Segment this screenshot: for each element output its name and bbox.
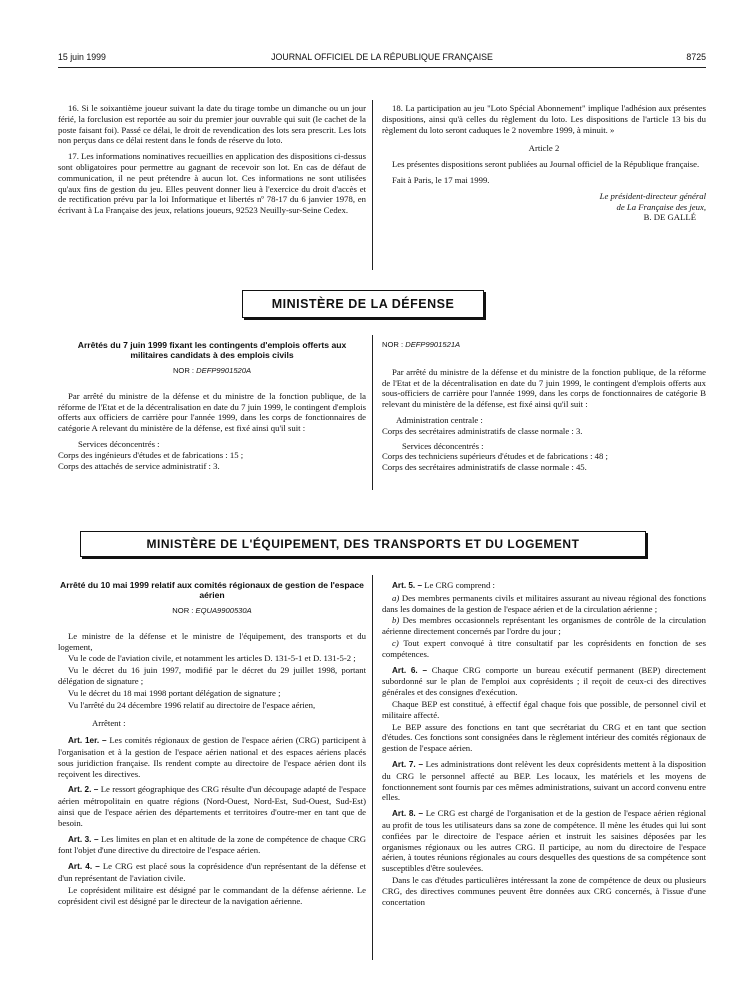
done-at-paris: Fait à Paris, le 17 mai 1999. <box>392 174 490 185</box>
article-label: Art. 3. – <box>68 834 99 844</box>
paragraph-16: 16. Si le soixantième joueur suivant la date du tirage tombe un dimanche ou un jour férié, la forclusion est reportée au soir du premier jour ouvrable qui suit (le cachet de la poste faisant foi). Passé ce délai, le droit de revendication des lots sera prescrit. Les lots non perçus dans ce délai restent dans le fonds de réserve du loto. <box>58 103 366 146</box>
article-text: Le CRG est chargé de l'organisation et de la gestion de l'espace aérien régional au profit de tous les utilisateurs dans sa zone de compétence. Il mène les études qui lui sont confiées par le directoire de l'espace aérien et instruit les saisines déposées par les organismes régionaux ou les autres CRG. Il participe, au nom du directoire de l'espace aérien, à toutes réunions régionales au cours desquelles des questions de sa compétence sont susceptibles d'être soulevées. <box>382 808 706 874</box>
article-6-paragraph-3: Le BEP assure des fonctions en tant que secrétariat du CRG et en tant que section d'études. Ces fonctions sont consignées dans le règlement intérieur des comités régionaux de gestion de l'espace aérien. <box>382 721 706 754</box>
defense-right-paragraph: Par arrêté du ministre de la défense et du ministre de la fonction publique, de la réforme de l'Etat et de la décentralisation en date du 7 juin 1999, le contingent d'emplois offerts aux sous-officiers de carrière pour l'année 1999, dans les corps de fonctionnaires de catégorie B relevant du ministère de la défense, est fixé ainsi qu'il suit : <box>382 366 706 410</box>
services-heading: Services déconcentrés : <box>402 440 484 451</box>
article-8 <box>382 808 706 874</box>
header-page-number: 8725 <box>686 52 706 62</box>
services-heading: Services déconcentrés : <box>78 438 160 449</box>
paragraph-17: 17. Les informations nominatives recueillies en application des dispositions ci-dessus sont obligatoires pour permettre au gagnant de recevoir son lot. En cas de défaut de communication, il ne peut prétendre à aucun lot. Ces informations ne sont utilisées qu'aux fins de gestion du jeu. Elles peuvent donner lieu à l'exercice du droit d'accès et de rectification prévu par la loi Informatique et libertés nº 78-17 du 6 janvier 1978, en écrivant à La Française des jeux, relations joueurs, 92523 Neuilly-sur-Seine Cedex. <box>58 151 366 216</box>
article-text: Le CRG comprend : <box>424 580 495 590</box>
item-text: Tout expert convoqué à titre consultatif par les coprésidents en fonction de ses compétences. <box>382 637 707 659</box>
article-3 <box>58 834 366 857</box>
arretent: Arrêtent : <box>92 718 126 729</box>
visa-paragraph: Vu le décret du 16 juin 1997, modifié par le décret du 29 juillet 1998, portant délégation de signature ; <box>58 665 366 686</box>
corps-item: Corps des ingénieurs d'études et de fabrications : 15 ; <box>58 449 244 460</box>
item-text: Des membres occasionnels représentant les organismes de contrôle de la circulation aérienne directement concernés par l'ordre du jour ; <box>382 615 706 637</box>
visa-paragraph: Le ministre de la défense et le ministre de l'équipement, des transports et du logement, <box>58 630 366 652</box>
nor-label: NOR : <box>382 340 404 349</box>
nor-label: NOR : <box>172 366 195 375</box>
article-label: Art. 1er. – <box>68 736 107 746</box>
admin-centrale-heading: Administration centrale : <box>396 414 483 425</box>
equipement-left-column <box>58 580 366 911</box>
defense-right-column <box>382 340 706 473</box>
article-label: Art. 7. – <box>392 759 423 769</box>
nor-reference <box>58 366 366 377</box>
item-mark: c) <box>392 637 399 648</box>
ministry-defense-heading: MINISTÈRE DE LA DÉFENSE <box>242 290 484 318</box>
paragraph-18: 18. La participation au jeu "Loto Spécial Abonnement" implique l'adhésion aux présentes dispositions, ainsi qu'à celles du règlement du loto. Les dispositions de l'article 13 bis du règlement du loto seront caduques le 2 novembre 1999, à minuit. » <box>382 103 706 135</box>
article-label: Art. 5. – <box>392 581 423 590</box>
article-7 <box>382 759 706 803</box>
article-5 <box>382 580 706 592</box>
nor-reference <box>58 606 366 617</box>
header-journal-title: JOURNAL OFFICIEL DE LA RÉPUBLIQUE FRANÇAISE <box>271 52 493 62</box>
top-left-column <box>58 103 366 221</box>
article-2-text: Les présentes dispositions seront publiées au Journal officiel de la République française. <box>392 159 700 170</box>
visa-paragraph: Vu le code de l'aviation civile, et notamment les articles D. 131-5-1 et D. 131-5-2 ; <box>68 653 356 664</box>
article-6 <box>382 665 706 698</box>
corps-item: Corps des attachés de service administratif : 3. <box>58 460 220 471</box>
article-4-paragraph-2: Le coprésident militaire est désigné par le commandant de la défense aérienne. Le coprésident civil est désigné par le directeur de la navigation aérienne. <box>58 884 366 906</box>
article-label: Art. 4. – <box>68 862 100 872</box>
article-5-item <box>382 638 706 660</box>
item-text: Des membres permanents civils et militaires assurant au niveau régional des fonctions dans les domaines de la gestion de l'espace aérien et de la circulation aérienne ; <box>382 592 706 614</box>
article-5-item <box>382 593 706 615</box>
defense-left-column <box>58 340 366 471</box>
article-2-heading: Article 2 <box>528 143 560 154</box>
corps-item: Corps des techniciens supérieurs d'études et de fabrications : 48 ; <box>382 451 608 462</box>
article-text: Chaque CRG comporte un bureau exécutif permanent (BEP) directement subordonné sur le plan de l'emploi aux coprésidents ; il reçoit de ceux-ci des directives générales et des consignes d'exécution. <box>382 664 706 698</box>
defense-arrete-title: Arrêtés du 7 juin 1999 fixant les contingents d'emplois offerts aux militaires candidats à des emplois civils <box>77 340 347 360</box>
signatory-title-1: Le président-directeur général <box>599 190 706 201</box>
article-text: Les comités régionaux de gestion de l'espace aérien (CRG) participent à l'organisation et à la gestion de l'espace aérien national et des espaces aériens placés sous juridiction française. Ils rendent compte au directoire de l'espace aérien dont ils reçoivent les directives. <box>58 735 367 779</box>
page-header <box>58 52 706 66</box>
article-6-paragraph-2: Chaque BEP est constitué, à effectif égal chaque fois que possible, de personnel civil et militaire affecté. <box>382 698 706 720</box>
equipement-arrete-title: Arrêté du 10 mai 1999 relatif aux comités régionaux de gestion de l'espace aérien <box>60 580 364 600</box>
corps-item: Corps des secrétaires administratifs de classe normale : 45. <box>382 462 587 473</box>
article-label: Art. 2. – <box>68 785 99 795</box>
article-text: Les limites en plan et en altitude de la zone de compétence de chaque CRG font l'objet d'une directive du directoire de l'espace aérien. <box>58 833 367 856</box>
article-5-item <box>382 615 706 637</box>
nor-label: NOR : <box>172 606 194 615</box>
article-4 <box>58 861 366 884</box>
article-label: Art. 6. – <box>392 665 428 675</box>
equipement-right-column <box>382 580 706 912</box>
ministry-equipement-heading: MINISTÈRE DE L'ÉQUIPEMENT, DES TRANSPORTS ET DU LOGEMENT <box>80 531 646 557</box>
nor-code: DEFP9901520A <box>196 366 252 375</box>
defense-left-paragraph: Par arrêté du ministre de la défense et du ministre de la fonction publique, de la réforme de l'Etat et de la décentralisation en date du 7 juin 1999, le contingent d'emplois offerts aux officiers de carrière pour l'année 1999, dans les corps de fonctionnaires de catégorie A relevant du ministère de la défense, est fixé ainsi qu'il suit : <box>58 390 366 434</box>
item-mark: a) <box>392 592 400 603</box>
header-date: 15 juin 1999 <box>58 52 106 62</box>
column-divider <box>372 335 373 490</box>
article-label: Art. 8. – <box>392 809 424 819</box>
article-2 <box>58 784 366 828</box>
item-mark: b) <box>392 615 400 626</box>
signatory-title-2: de La Française des jeux, <box>616 201 706 212</box>
column-divider <box>372 100 373 270</box>
top-right-column <box>382 103 706 223</box>
nor-code: EQUA9900530A <box>195 606 252 615</box>
visa-paragraph: Vu l'arrêté du 24 décembre 1996 relatif au directoire de l'espace aérien, <box>68 699 316 710</box>
signatory-name: B. DE GALLÉ <box>643 212 696 223</box>
header-rule <box>58 67 706 68</box>
nor-code: DEFP9901521A <box>405 340 461 349</box>
corps-item: Corps des secrétaires administratifs de classe normale : 3. <box>382 425 583 436</box>
column-divider <box>372 575 373 960</box>
visa-paragraph: Vu le décret du 18 mai 1998 portant délégation de signature ; <box>68 687 281 698</box>
nor-reference <box>382 340 706 351</box>
article-text: Le ressort géographique des CRG résulte d'un découpage adapté de l'espace aérien métropolitain en quatre régions (Nord-Ouest, Nord-Est, Sud-Ouest, Sud-Est) ainsi que de l'espace aérien des départements et territoires d'outre-mer en tant que de besoin. <box>58 784 366 828</box>
article-text: Le CRG est placé sous la coprésidence d'un représentant de la défense et d'un représentant de l'aviation civile. <box>58 861 366 883</box>
article-8-paragraph-2: Dans le cas d'études particulières intéressant la zone de compétence de deux ou plusieurs CRG, des directives communes peuvent être données aux CRG concernés, à l'issue d'une concertation <box>382 874 706 907</box>
article-text: Les administrations dont relèvent les deux coprésidents mettent à la disposition du CRG le personnel affecté au BEP. Les locaux, les matériels et les moyens de fonctionnement sont fournis par ces mêmes administrations, suivant un accord convenu entre elles. <box>382 758 706 803</box>
article-1 <box>58 735 366 779</box>
